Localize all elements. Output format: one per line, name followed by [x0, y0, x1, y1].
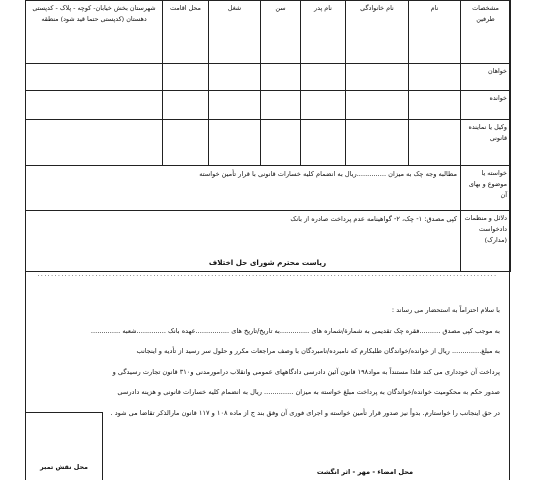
attorney-occupation-cell[interactable] — [209, 120, 261, 166]
plaintiff-father-name-cell[interactable] — [301, 64, 346, 91]
separator-dots: ....................................................................................................................................... — [37, 271, 498, 278]
table-row-defendant — [26, 91, 511, 120]
defendant-last-name-cell[interactable] — [346, 91, 409, 120]
plaintiff-residence-cell[interactable] — [163, 64, 209, 91]
defendant-address-cell[interactable] — [26, 91, 163, 120]
petition-body — [30, 300, 500, 423]
header-address: شهرستان بخش خیابان- کوچه - پلاک - کدپستی دهستان (کدپستی حتما قید شود) منطقه — [26, 1, 163, 64]
plaintiff-address-cell[interactable] — [26, 64, 163, 91]
plaintiff-last-name-cell[interactable] — [346, 64, 409, 91]
header-first-name: نام — [409, 1, 461, 64]
table-row-claim — [26, 166, 511, 211]
body-line: با سلام احتراماً به استحضار می رساند : — [391, 306, 500, 314]
stamp-label: محل نقش تمبر — [39, 463, 89, 471]
row-label-defendant: خوانده — [461, 91, 511, 120]
row-label-plaintiff: خواهان — [461, 64, 511, 91]
defendant-father-name-cell[interactable] — [301, 91, 346, 120]
body-line: در حق اینجانب را خواستارم. بدواً نیز صدور قرار تأمین خواسته و اجرای فوری آن وفق بند ج از ماده ۱۰۸ و ۱۱۷ قانون مارالذکر تقاضا می شود . — [110, 408, 500, 417]
header-age: سن — [261, 1, 301, 64]
defendant-occupation-cell[interactable] — [209, 91, 261, 120]
body-line: به موجب کپی مصدق ..........فقره چک تقدیمی به شمارة/شماره های ..............به تاریخ/تاریخ های ................عهده بانک ..............شعبه .............. — [90, 326, 500, 335]
defendant-first-name-cell[interactable] — [409, 91, 461, 120]
claim-text[interactable]: مطالبه وجه چک به میزان ..............ریال به انضمام کلیه خسارات قانونی با قرار تأمین خواسته — [26, 166, 461, 211]
body-line: پرداخت آن خودداری می کند فلذا مستنداً به مواد۱۹۸ قانون آئین دادرسی دادگاههای عمومی وانقلاب درامورمدنی و۳۱۰ قانون تجارت رسیدگی و — [112, 367, 500, 376]
row-label-claim: خواسته یا موضوع و بهای آن — [461, 166, 511, 211]
defendant-age-cell[interactable] — [261, 91, 301, 120]
attorney-last-name-cell[interactable] — [346, 120, 409, 166]
plaintiff-occupation-cell[interactable] — [209, 64, 261, 91]
attorney-age-cell[interactable] — [261, 120, 301, 166]
body-line: صدور حکم به محکومیت خوانده/خواندگان به پرداخت مبلغ خواسته به میزان .............. ریال به انضمام کلیه خسارات قانونی و هزینه دادرسی — [117, 388, 500, 396]
recipient-title: ریاست محترم شورای حل اختلاف — [208, 258, 327, 267]
plaintiff-first-name-cell[interactable] — [409, 64, 461, 91]
evidence-text[interactable]: کپی مصدق: ۱- چک، ۲- گواهینامه عدم پرداخت صادره از بانک — [26, 211, 461, 272]
signature-label: محل امضاء - مهر - اثر انگشت — [316, 468, 414, 476]
attorney-father-name-cell[interactable] — [301, 120, 346, 166]
row-label-attorney: وکیل یا نماینده قانونی — [461, 120, 511, 166]
row-label-evidence: دلائل و منظمات دادخواست (مدارک) — [461, 211, 511, 272]
header-party-details: مشخصات طرفین — [461, 1, 511, 64]
header-father-name: نام پدر — [301, 1, 346, 64]
plaintiff-age-cell[interactable] — [261, 64, 301, 91]
attorney-first-name-cell[interactable] — [409, 120, 461, 166]
body-line: به مبلغ.............. ریال از خوانده/خواندگان طلبکارم که نامبرده/نامبردگان با وصف مراجعات مکرر و حلول سر رسید از تأدیه و اینجانب — [136, 347, 500, 355]
table-header-row — [26, 1, 511, 64]
table-row-plaintiff — [26, 64, 511, 91]
header-residence: محل اقامت — [163, 1, 209, 64]
attorney-residence-cell[interactable] — [163, 120, 209, 166]
attorney-address-cell[interactable] — [26, 120, 163, 166]
table-row-attorney — [26, 120, 511, 166]
defendant-residence-cell[interactable] — [163, 91, 209, 120]
header-last-name: نام خانوادگی — [346, 1, 409, 64]
header-occupation: شغل — [209, 1, 261, 64]
parties-table — [25, 0, 511, 272]
